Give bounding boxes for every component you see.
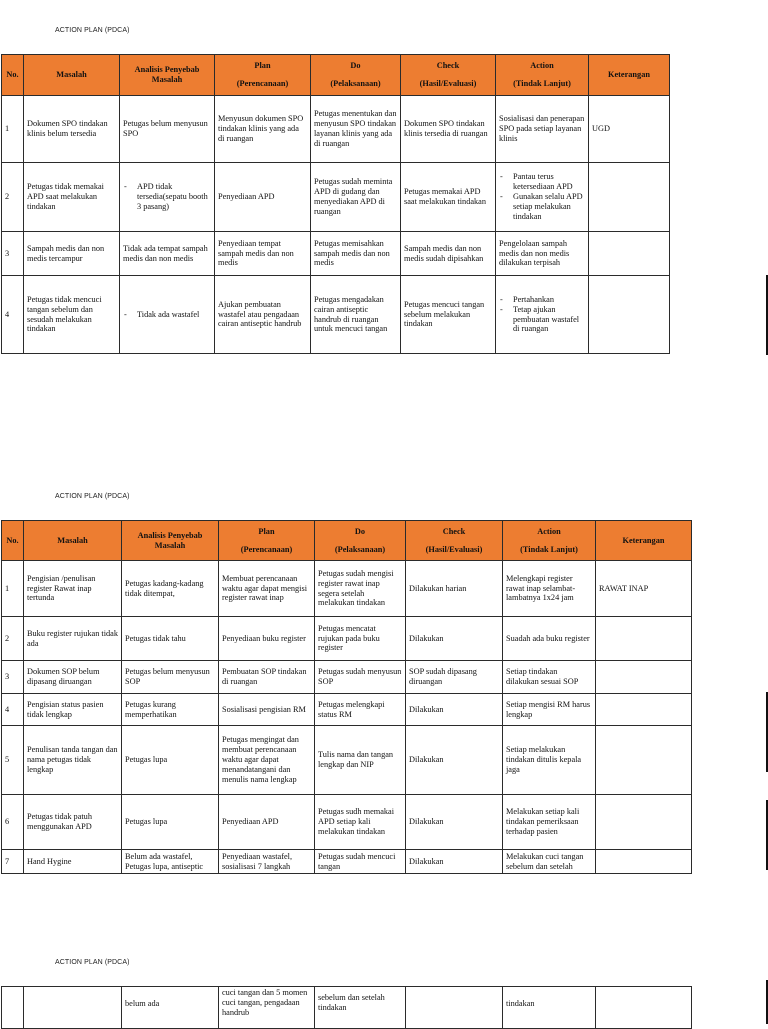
cell-plan: Ajukan pembuatan wastafel atau pengadaan cairan antiseptic handrub bbox=[215, 276, 311, 354]
table-row bbox=[2, 987, 692, 1029]
table-row bbox=[2, 850, 692, 874]
header-check bbox=[401, 55, 496, 96]
cell-no: 2 bbox=[2, 617, 24, 661]
cell-action: Suadah ada buku register bbox=[503, 617, 596, 661]
cell-no: 4 bbox=[2, 694, 24, 726]
header-keterangan: Keterangan bbox=[596, 521, 692, 561]
cell-plan: Pembuatan SOP tindakan di ruangan bbox=[219, 661, 315, 694]
cell-action: Sosialisasi dan penerapan SPO pada setiap layanan klinis bbox=[496, 96, 589, 163]
table-row bbox=[2, 276, 670, 354]
cell-keterangan bbox=[596, 795, 692, 850]
cell-keterangan bbox=[589, 163, 670, 232]
cell-analisis: Petugas lupa bbox=[122, 795, 219, 850]
cell-masalah: Sampah medis dan non medis tercampur bbox=[24, 232, 120, 276]
table-row bbox=[2, 726, 692, 795]
cell-keterangan: UGD bbox=[589, 96, 670, 163]
cell-check: Dilakukan bbox=[406, 694, 503, 726]
cell-analisis: Petugas lupa bbox=[122, 726, 219, 795]
header-do-sub: (Pelaksanaan) bbox=[334, 544, 386, 554]
cell-no: 6 bbox=[2, 795, 24, 850]
action-plan-table-3 bbox=[1, 986, 692, 1029]
cell-check bbox=[406, 987, 503, 1029]
list-item: - Pertahankan bbox=[513, 295, 585, 305]
cell-action: Melakukan setiap kali tindakan pemeriksaan terhadap pasien bbox=[503, 795, 596, 850]
header-plan bbox=[215, 55, 311, 96]
action-plan-table-2 bbox=[1, 520, 692, 874]
cell-plan: Penyediaan buku register bbox=[219, 617, 315, 661]
cell-check: Dokumen SPO tindakan klinis tersedia di ruangan bbox=[401, 96, 496, 163]
header-check-label: Check bbox=[436, 61, 460, 71]
cell-check: Dilakukan bbox=[406, 726, 503, 795]
cell-action bbox=[496, 163, 589, 232]
table-row bbox=[2, 96, 670, 163]
cell-masalah: Petugas tidak patuh menggunakan APD bbox=[24, 795, 122, 850]
cell-analisis: Petugas kurang memperhatikan bbox=[122, 694, 219, 726]
cell-action: Pengelolaan sampah medis dan non medis dilakukan terpisah bbox=[496, 232, 589, 276]
cell-masalah: Pengisian /penulisan register Rawat inap tertunda bbox=[24, 561, 122, 617]
cell-do: Tulis nama dan tangan lengkap dan NIP bbox=[315, 726, 406, 795]
action-plan-table-1 bbox=[1, 54, 670, 354]
cell-masalah: Buku register rujukan tidak ada bbox=[24, 617, 122, 661]
cell-plan: Petugas mengingat dan membuat perencanaan waktu agar dapat menandatangani dan menulis nama lengkap bbox=[219, 726, 315, 795]
cell-do: Petugas mencatat rujukan pada buku register bbox=[315, 617, 406, 661]
cell-keterangan bbox=[596, 694, 692, 726]
cell-masalah: Dokumen SOP belum dipasang diruangan bbox=[24, 661, 122, 694]
header-keterangan: Keterangan bbox=[589, 55, 670, 96]
cell-do: Petugas sudah meminta APD di gudang dan menyediakan APD di ruangan bbox=[311, 163, 401, 232]
cell-plan: Penyediaan tempat sampah medis dan non medis bbox=[215, 232, 311, 276]
header-action-sub: (Tindak Lanjut) bbox=[520, 544, 578, 554]
list-item: - APD tidak tersedia(sepatu booth 3 pasang) bbox=[137, 182, 211, 212]
header-action-label: Action bbox=[530, 61, 554, 71]
cell-check: Petugas memakai APD saat melakukan tindakan bbox=[401, 163, 496, 232]
list-item: - Tetap ajukan pembuatan wastafel di ruangan bbox=[513, 305, 585, 335]
cell-no: 2 bbox=[2, 163, 24, 232]
cell-do: Petugas memisahkan sampah medis dan non medis bbox=[311, 232, 401, 276]
cell-check: Dilakukan bbox=[406, 617, 503, 661]
cell-do: Petugas sudah mengisi register rawat inap segera setelah melakukan tindakan bbox=[315, 561, 406, 617]
header-plan bbox=[219, 521, 315, 561]
cell-analisis bbox=[120, 276, 215, 354]
cell-masalah: Petugas tidak mencuci tangan sebelum dan sesudah melakukan tindakan bbox=[24, 276, 120, 354]
list-item: - Tidak ada wastafel bbox=[137, 310, 211, 320]
header-action-label: Action bbox=[537, 526, 561, 536]
cell-masalah: Dokumen SPO tindakan klinis belum tersedia bbox=[24, 96, 120, 163]
header-check-label: Check bbox=[442, 526, 466, 536]
table-row bbox=[2, 795, 692, 850]
table-header-row bbox=[2, 521, 692, 561]
header-do-label: Do bbox=[350, 61, 361, 71]
cell-masalah: Pengisian status pasien tidak lengkap bbox=[24, 694, 122, 726]
cell-masalah bbox=[24, 987, 122, 1029]
cell-action: Setiap mengisi RM harus lengkap bbox=[503, 694, 596, 726]
header-plan-label: Plan bbox=[254, 61, 271, 71]
list-item: - Gunakan selalu APD setiap melakukan tindakan bbox=[513, 192, 585, 222]
cell-analisis: Petugas kadang-kadang tidak ditempat, bbox=[122, 561, 219, 617]
section-2-title: ACTION PLAN (PDCA) bbox=[55, 493, 130, 500]
cell-keterangan bbox=[596, 617, 692, 661]
cell-masalah: Hand Hygine bbox=[24, 850, 122, 874]
header-plan-sub: (Perencanaan) bbox=[240, 544, 293, 554]
cell-keterangan: RAWAT INAP bbox=[596, 561, 692, 617]
cell-keterangan bbox=[596, 987, 692, 1029]
cell-action bbox=[496, 276, 589, 354]
cell-check: Sampah medis dan non medis sudah dipisahkan bbox=[401, 232, 496, 276]
cell-check: Dilakukan bbox=[406, 795, 503, 850]
cell-no: 3 bbox=[2, 661, 24, 694]
table-header-row bbox=[2, 55, 670, 96]
header-no: No. bbox=[2, 521, 24, 561]
cell-plan: Penyediaan APD bbox=[219, 795, 315, 850]
cell-do: Petugas melengkapi status RM bbox=[315, 694, 406, 726]
header-do-label: Do bbox=[354, 526, 366, 536]
cell-do: Petugas sudah menyusun SOP bbox=[315, 661, 406, 694]
cell-check: Petugas mencuci tangan sebelum melakukan tindakan bbox=[401, 276, 496, 354]
cell-analisis: Petugas belum menyusun SOP bbox=[122, 661, 219, 694]
header-action bbox=[503, 521, 596, 561]
cell-keterangan bbox=[596, 661, 692, 694]
cell-check: Dilakukan harian bbox=[406, 561, 503, 617]
header-check-sub: (Hasil/Evaluasi) bbox=[419, 79, 477, 88]
cell-action: tindakan bbox=[503, 987, 596, 1029]
cell-do: sebelum dan setelah tindakan bbox=[315, 987, 406, 1029]
cell-do: Petugas sudah mencuci tangan bbox=[315, 850, 406, 874]
cell-analisis: Belum ada wastafel, Petugas lupa, antiseptic bbox=[122, 850, 219, 874]
cell-no: 1 bbox=[2, 561, 24, 617]
header-plan-label: Plan bbox=[258, 526, 275, 536]
cell-plan: Sosialisasi pengisian RM bbox=[219, 694, 315, 726]
cell-masalah: Petugas tidak memakai APD saat melakukan tindakan bbox=[24, 163, 120, 232]
cell-keterangan bbox=[596, 850, 692, 874]
cell-no bbox=[2, 987, 24, 1029]
table-row bbox=[2, 617, 692, 661]
list-item: - Pantau terus ketersediaan APD bbox=[513, 172, 585, 192]
table-row bbox=[2, 694, 692, 726]
cell-no: 3 bbox=[2, 232, 24, 276]
table-row bbox=[2, 163, 670, 232]
cell-keterangan bbox=[589, 232, 670, 276]
cell-plan: cuci tangan dan 5 momen cuci tangan, pengadaan handrub bbox=[219, 987, 315, 1029]
header-masalah: Masalah bbox=[24, 55, 120, 96]
cell-check: Dilakukan bbox=[406, 850, 503, 874]
header-do bbox=[311, 55, 401, 96]
header-check bbox=[406, 521, 503, 561]
header-no: No. bbox=[2, 55, 24, 96]
cell-analisis: Petugas tidak tahu bbox=[122, 617, 219, 661]
cell-analisis: Tidak ada tempat sampah medis dan non medis bbox=[120, 232, 215, 276]
cell-do: Petugas menentukan dan menyusun SPO tindakan layanan klinis yang ada di ruangan bbox=[311, 96, 401, 163]
table-row bbox=[2, 561, 692, 617]
cell-plan: Penyediaan APD bbox=[215, 163, 311, 232]
header-check-sub: (Hasil/Evaluasi) bbox=[425, 544, 483, 554]
section-1-title: ACTION PLAN (PDCA) bbox=[55, 27, 130, 34]
section-3-title: ACTION PLAN (PDCA) bbox=[55, 959, 130, 966]
cell-keterangan bbox=[596, 726, 692, 795]
header-action-sub: (Tindak Lanjut) bbox=[513, 79, 571, 88]
cell-check: SOP sudah dipasang diruangan bbox=[406, 661, 503, 694]
header-analisis: Analisis Penyebab Masalah bbox=[122, 521, 219, 561]
cell-plan: Menyusun dokumen SPO tindakan klinis yang ada di ruangan bbox=[215, 96, 311, 163]
cell-action: Melengkapi register rawat inap selambat-lambatnya 1x24 jam bbox=[503, 561, 596, 617]
cell-plan: Penyediaan wastafel, sosialisasi 7 langkah bbox=[219, 850, 315, 874]
cell-action: Melakukan cuci tangan sebelum dan setelah bbox=[503, 850, 596, 874]
header-do-sub: (Pelaksanaan) bbox=[330, 79, 381, 88]
table-row bbox=[2, 232, 670, 276]
cell-no: 1 bbox=[2, 96, 24, 163]
table-row bbox=[2, 661, 692, 694]
header-masalah: Masalah bbox=[24, 521, 122, 561]
cell-analisis bbox=[120, 163, 215, 232]
cell-do: Petugas mengadakan cairan antiseptic handrub di ruangan untuk mencuci tangan bbox=[311, 276, 401, 354]
cell-action: Setiap melakukan tindakan ditulis kepala jaga bbox=[503, 726, 596, 795]
cell-action: Setiap tindakan dilakukan sesuai SOP bbox=[503, 661, 596, 694]
cell-do: Petugas sudh memakai APD setiap kali melakukan tindakan bbox=[315, 795, 406, 850]
cell-keterangan bbox=[589, 276, 670, 354]
cell-no: 4 bbox=[2, 276, 24, 354]
cell-plan: Membuat perencanaan waktu agar dapat mengisi register rawat inap bbox=[219, 561, 315, 617]
cell-masalah: Penulisan tanda tangan dan nama petugas tidak lengkap bbox=[24, 726, 122, 795]
header-plan-sub: (Perencanaan) bbox=[236, 79, 289, 88]
cell-analisis: belum ada bbox=[122, 987, 219, 1029]
cell-analisis: Petugas belum menyusun SPO bbox=[120, 96, 215, 163]
header-analisis: Analisis Penyebab Masalah bbox=[120, 55, 215, 96]
header-do bbox=[315, 521, 406, 561]
cell-no: 7 bbox=[2, 850, 24, 874]
cell-no: 5 bbox=[2, 726, 24, 795]
header-action bbox=[496, 55, 589, 96]
